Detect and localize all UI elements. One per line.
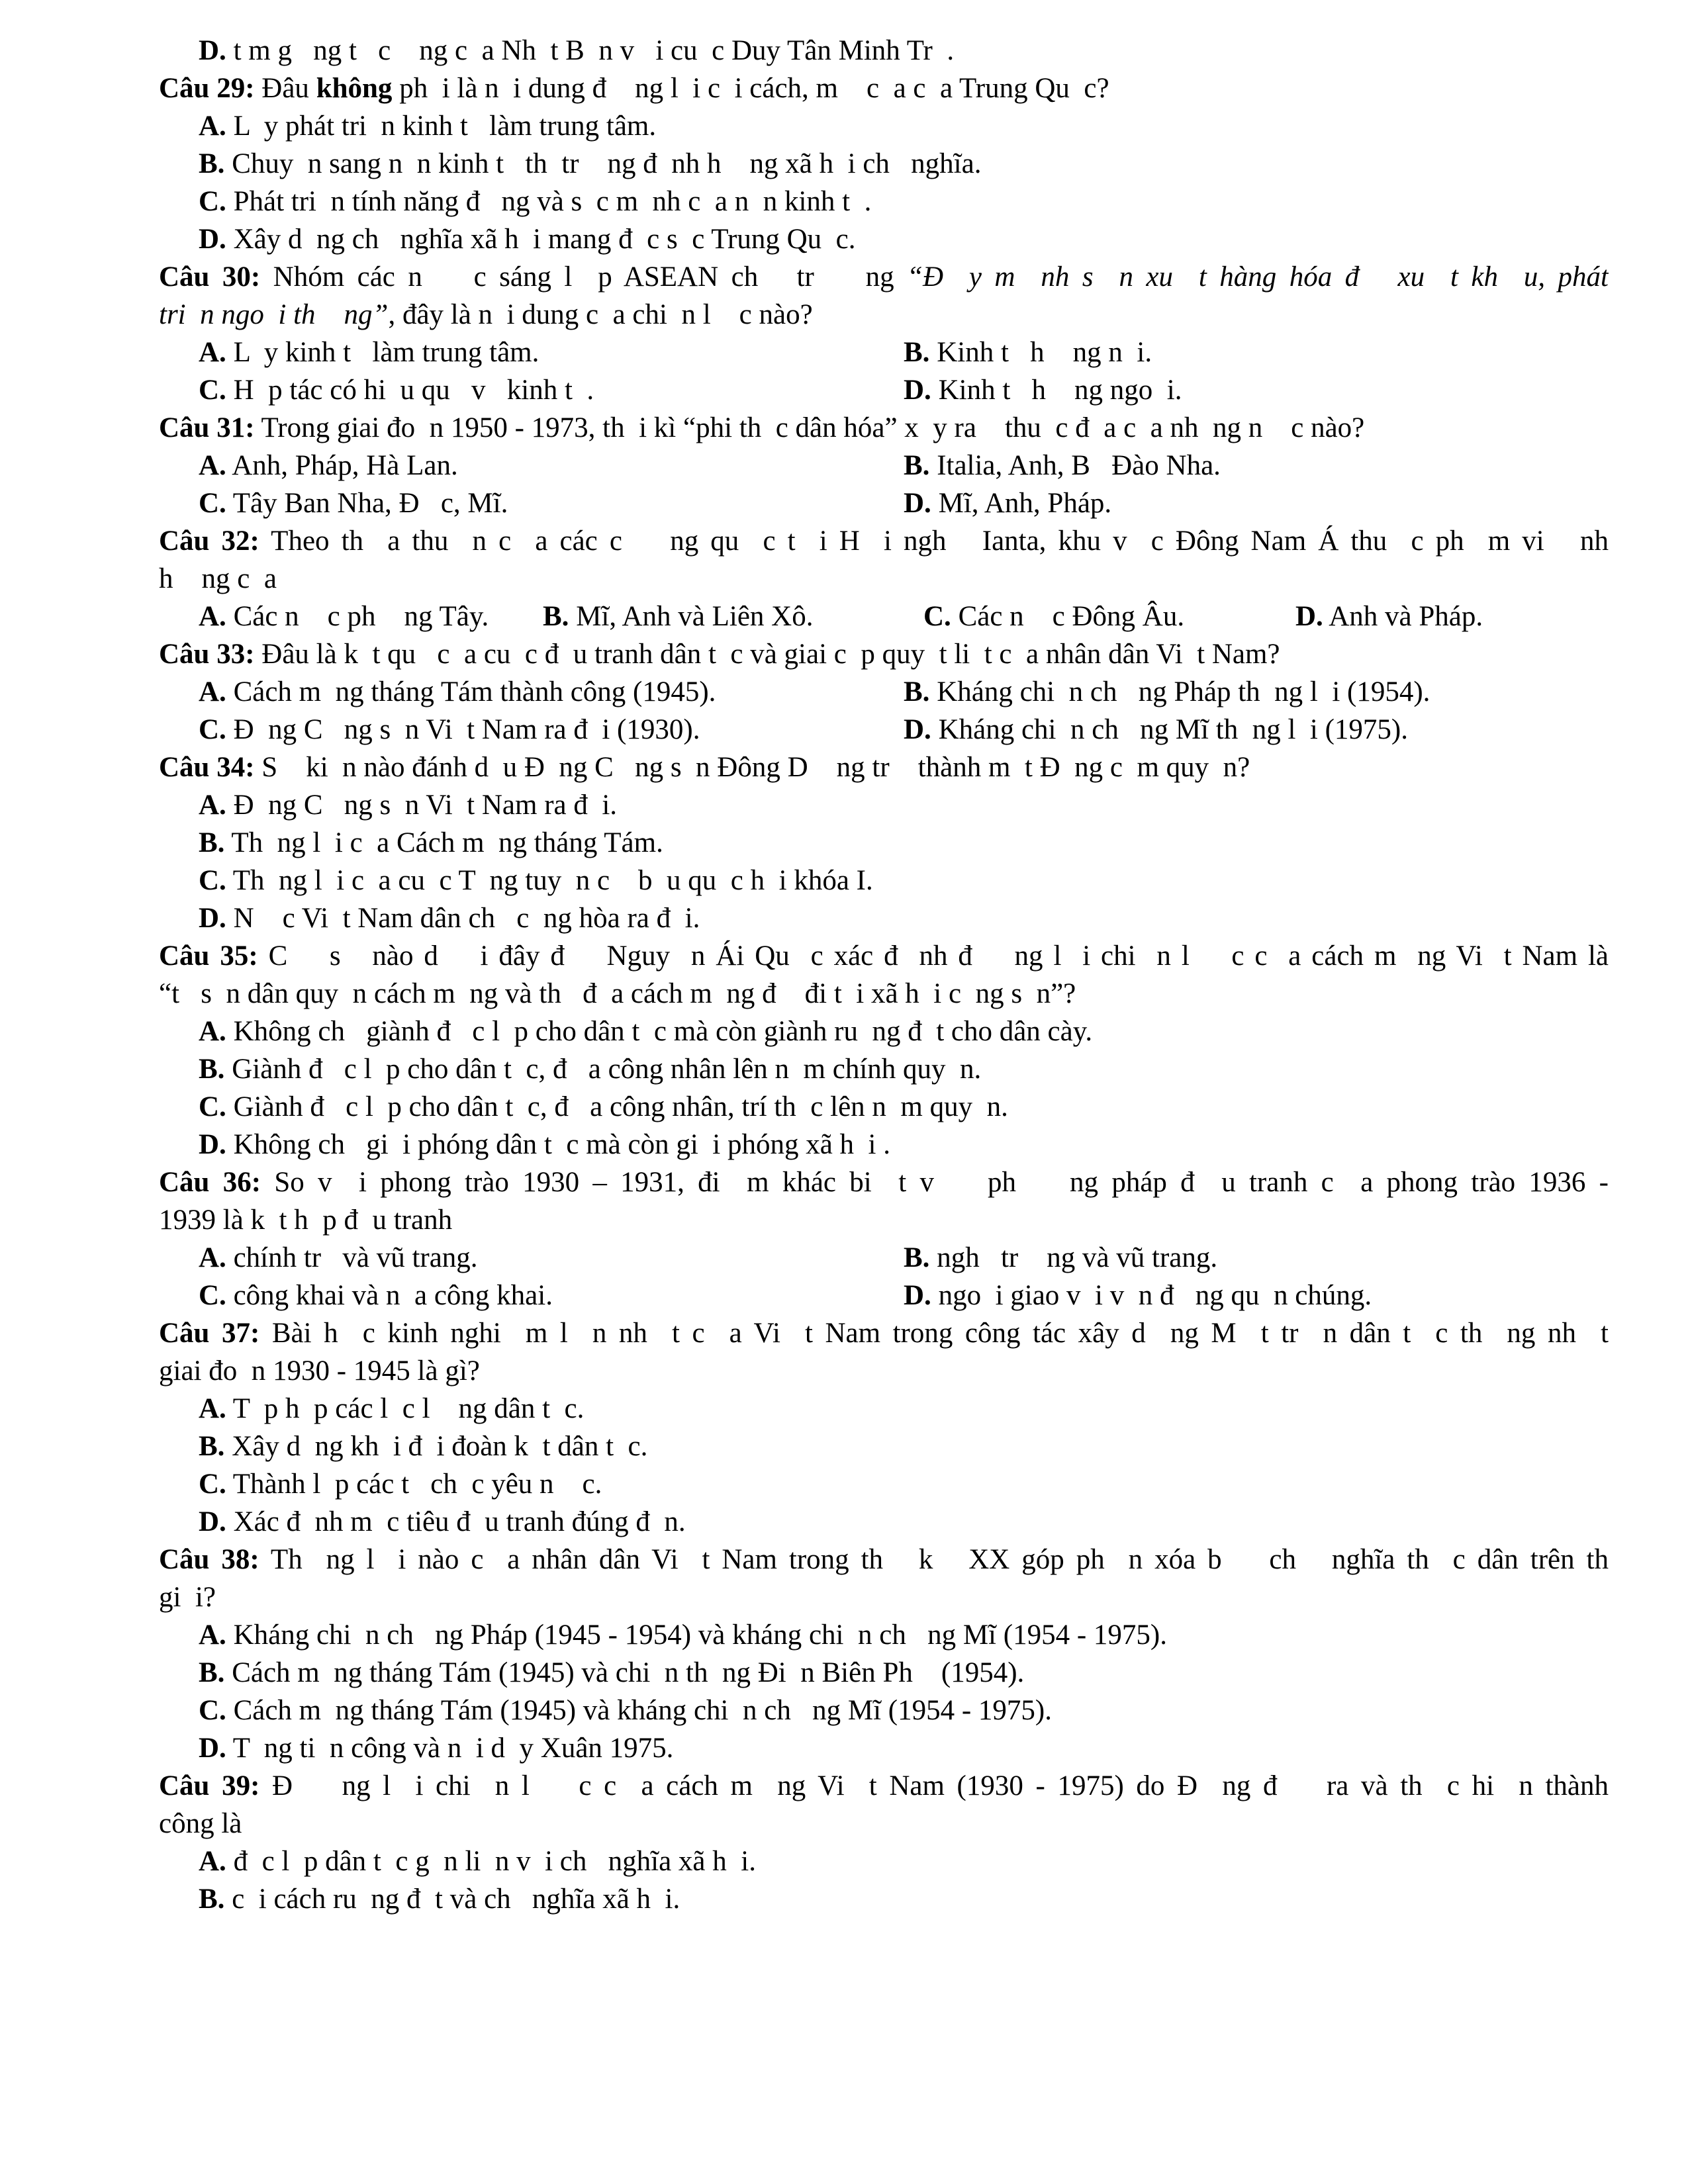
question-number: Câu 29: bbox=[159, 73, 255, 104]
option-text: Mĩ, Anh và Liên Xô. bbox=[569, 601, 814, 632]
option-label: A. bbox=[199, 1846, 226, 1877]
q38-option-b bbox=[159, 1654, 1609, 1692]
question-number: Câu 34: bbox=[159, 752, 255, 783]
option-label: D. bbox=[199, 1506, 226, 1537]
option-text: Anh, Pháp, Hà Lan. bbox=[226, 450, 458, 481]
q30-option-d bbox=[904, 371, 1609, 409]
question-number: Câu 39: bbox=[159, 1770, 260, 1801]
option-label: D. bbox=[904, 375, 931, 406]
q32-option-b bbox=[543, 598, 923, 635]
option-label: D. bbox=[904, 488, 931, 519]
option-text: công khai và n a công khai. bbox=[226, 1280, 553, 1311]
stem-text: Đâu bbox=[254, 73, 316, 104]
option-label: A. bbox=[199, 111, 226, 142]
option-text: Không ch gi i phóng dân t c mà còn gi i phóng xã h i . bbox=[226, 1129, 891, 1160]
stem-text: Nhóm các n c sáng l p ASEAN ch tr ng bbox=[260, 261, 908, 293]
stem-quote: tri n ngo i th ng” bbox=[159, 299, 389, 330]
option-label: A. bbox=[199, 676, 226, 707]
q33-option-c bbox=[199, 711, 904, 749]
option-text: Các n c Đông Âu. bbox=[951, 601, 1185, 632]
q31-options-row1 bbox=[159, 447, 1609, 484]
option-text: Không ch giành đ c l p cho dân t c mà còn giành ru ng đ t cho dân cày. bbox=[226, 1016, 1093, 1047]
option-text: Tây Ban Nha, Đ c, Mĩ. bbox=[226, 488, 508, 519]
q33-stem bbox=[159, 635, 1609, 673]
option-label: B. bbox=[199, 1431, 225, 1462]
option-text: Th ng l i c a cu c T ng tuy n c b u qu c h i khóa I. bbox=[226, 865, 873, 896]
option-label: B. bbox=[199, 1657, 225, 1688]
option-text: L y phát tri n kinh t làm trung tâm. bbox=[226, 111, 657, 142]
option-label: D. bbox=[199, 1733, 226, 1764]
question-number: Câu 30: bbox=[159, 261, 261, 293]
stem-text: C s nào d i đây đ Nguy n Ái Qu c xác đ nh đ ng l i chi n l c c a cách m ng Vi t Nam là bbox=[258, 940, 1609, 972]
option-text: Đ ng C ng s n Vi t Nam ra đ i (1930). bbox=[226, 714, 700, 745]
option-text: Kháng chi n ch ng Pháp th ng l i (1954). bbox=[929, 676, 1430, 707]
stem-text: So v i phong trào 1930 – 1931, đi m khác bi t v ph ng pháp đ u tranh c a phong trào 1936 - bbox=[261, 1167, 1609, 1198]
q34-option-b bbox=[159, 824, 1609, 862]
option-label: B. bbox=[199, 1884, 225, 1915]
option-label: A. bbox=[199, 790, 226, 821]
option-label: D. bbox=[199, 1129, 226, 1160]
q36-option-d bbox=[904, 1277, 1609, 1314]
option-text: ngh tr ng và vũ trang. bbox=[929, 1242, 1218, 1273]
q32-option-a bbox=[199, 598, 543, 635]
stem-text: Th ng l i nào c a nhân dân Vi t Nam trong th k XX góp ph n xóa b ch nghĩa th c dân trên th bbox=[259, 1544, 1609, 1575]
stem-text: giai đo n 1930 - 1945 là gì? bbox=[159, 1355, 480, 1387]
option-text: Kinh t h ng n i. bbox=[929, 337, 1152, 368]
q28-option-d bbox=[159, 32, 1609, 69]
q31-option-b bbox=[904, 447, 1609, 484]
question-number: Câu 36: bbox=[159, 1167, 261, 1198]
option-text: T ng ti n công và n i d y Xuân 1975. bbox=[226, 1733, 674, 1764]
q38-stem-line2 bbox=[159, 1578, 1609, 1616]
q32-stem-line1 bbox=[159, 522, 1609, 560]
option-label: C. bbox=[199, 488, 226, 519]
option-label: A. bbox=[199, 450, 226, 481]
option-text: Cách m ng tháng Tám thành công (1945). bbox=[226, 676, 716, 707]
question-number: Câu 31: bbox=[159, 412, 255, 443]
q30-options-row1 bbox=[159, 334, 1609, 371]
option-text: Đ ng C ng s n Vi t Nam ra đ i. bbox=[226, 790, 618, 821]
q33-option-a bbox=[199, 673, 904, 711]
q38-option-a bbox=[159, 1616, 1609, 1654]
q35-stem-line2 bbox=[159, 975, 1609, 1013]
option-text: H p tác có hi u qu v kinh t . bbox=[226, 375, 594, 406]
q32-options-row bbox=[159, 598, 1609, 635]
q30-option-b bbox=[904, 334, 1609, 371]
stem-text: 1939 là k t h p đ u tranh bbox=[159, 1205, 453, 1236]
q33-options-row2 bbox=[159, 711, 1609, 749]
q37-stem-line1 bbox=[159, 1314, 1609, 1352]
q32-option-c bbox=[923, 598, 1295, 635]
stem-emphasis: không bbox=[316, 73, 393, 104]
option-label: D. bbox=[1295, 601, 1323, 632]
q36-options-row2 bbox=[159, 1277, 1609, 1314]
q35-option-c bbox=[159, 1088, 1609, 1126]
option-label: B. bbox=[904, 1242, 930, 1273]
option-label: C. bbox=[199, 375, 226, 406]
q36-options-row1 bbox=[159, 1239, 1609, 1277]
q34-option-c bbox=[159, 862, 1609, 899]
option-label: A. bbox=[199, 1393, 226, 1424]
option-label: C. bbox=[199, 1091, 226, 1122]
question-number: Câu 33: bbox=[159, 639, 255, 670]
q30-option-c bbox=[199, 371, 904, 409]
q31-options-row2 bbox=[159, 484, 1609, 522]
option-text: Thành l p các t ch c yêu n c. bbox=[226, 1469, 602, 1500]
q32-option-d bbox=[1295, 598, 1587, 635]
option-text: Cách m ng tháng Tám (1945) và chi n th ng Đi n Biên Ph (1954). bbox=[224, 1657, 1025, 1688]
option-label: A. bbox=[199, 1619, 226, 1651]
q36-option-b bbox=[904, 1239, 1609, 1277]
stem-text: công là bbox=[159, 1808, 242, 1839]
stem-text: Theo th a thu n c a các c ng qu c t i H i ngh Ianta, khu v c Đông Nam Á thu c ph m vi nh bbox=[259, 525, 1609, 557]
option-label: A. bbox=[199, 337, 226, 368]
q33-options-row1 bbox=[159, 673, 1609, 711]
stem-text: Bài h c kinh nghi m l n nh t c a Vi t Nam trong công tác xây d ng M t tr n dân t c th ng nh t bbox=[259, 1318, 1609, 1349]
option-text: Phát tri n tính năng đ ng và s c m nh c a n n kinh t . bbox=[226, 186, 872, 217]
option-label: A. bbox=[199, 601, 226, 632]
q29-stem bbox=[159, 69, 1609, 107]
stem-text: Đâu là k t qu c a cu c đ u tranh dân t c và giai c p quy t li t c a nhân dân Vi t Nam? bbox=[254, 639, 1280, 670]
q31-option-a bbox=[199, 447, 904, 484]
option-text: Mĩ, Anh, Pháp. bbox=[931, 488, 1112, 519]
q35-option-b bbox=[159, 1050, 1609, 1088]
option-label: C. bbox=[199, 1280, 226, 1311]
q32-stem-line2 bbox=[159, 560, 1609, 598]
option-text: T p h p các l c l ng dân t c. bbox=[226, 1393, 585, 1424]
option-text: Xây d ng kh i đ i đoàn k t dân t c. bbox=[224, 1431, 648, 1462]
option-label: B. bbox=[904, 337, 930, 368]
option-label: D. bbox=[199, 903, 226, 934]
option-label: C. bbox=[199, 1469, 226, 1500]
option-text: N c Vi t Nam dân ch c ng hòa ra đ i. bbox=[226, 903, 700, 934]
option-text: t m g ng t c ng c a Nh t B n v i cu c Duy Tân Minh Tr . bbox=[226, 35, 955, 66]
option-text: Kháng chi n ch ng Pháp (1945 - 1954) và kháng chi n ch ng Mĩ (1954 - 1975). bbox=[226, 1619, 1167, 1651]
option-text: Anh và Pháp. bbox=[1323, 601, 1483, 632]
stem-text: , đây là n i dung c a chi n l c nào? bbox=[388, 299, 813, 330]
option-label: B. bbox=[543, 601, 569, 632]
q33-option-d bbox=[904, 711, 1609, 749]
exam-page bbox=[159, 32, 1609, 1918]
q29-option-a bbox=[159, 107, 1609, 145]
q34-option-a bbox=[159, 786, 1609, 824]
stem-text: Trong giai đo n 1950 - 1973, th i kì “phi th c dân hóa” x y ra thu c đ a c a nh ng n c nào? bbox=[254, 412, 1365, 443]
q34-option-d bbox=[159, 899, 1609, 937]
option-text: Th ng l i c a Cách m ng tháng Tám. bbox=[224, 827, 663, 858]
stem-text: S ki n nào đánh d u Đ ng C ng s n Đông D ng tr thành m t Đ ng c m quy n? bbox=[254, 752, 1250, 783]
q35-option-a bbox=[159, 1013, 1609, 1050]
option-label: D. bbox=[199, 224, 226, 255]
q29-option-c bbox=[159, 183, 1609, 220]
option-text: Kháng chi n ch ng Mĩ th ng l i (1975). bbox=[931, 714, 1408, 745]
option-text: Chuy n sang n n kinh t th tr ng đ nh h ng xã h i ch nghĩa. bbox=[224, 148, 982, 179]
option-label: A. bbox=[199, 1016, 226, 1047]
option-text: Các n c ph ng Tây. bbox=[226, 601, 489, 632]
option-text: Giành đ c l p cho dân t c, đ a công nhân, trí th c lên n m quy n. bbox=[226, 1091, 1008, 1122]
option-text: Kinh t h ng ngo i. bbox=[931, 375, 1182, 406]
option-label: A. bbox=[199, 1242, 226, 1273]
option-label: C. bbox=[199, 1695, 226, 1726]
q31-option-c bbox=[199, 484, 904, 522]
q37-stem-line2 bbox=[159, 1352, 1609, 1390]
option-text: chính tr và vũ trang. bbox=[226, 1242, 478, 1273]
question-number: Câu 38: bbox=[159, 1544, 259, 1575]
q39-option-a bbox=[159, 1843, 1609, 1880]
stem-text: gi i? bbox=[159, 1582, 216, 1613]
q30-stem-line1 bbox=[159, 258, 1609, 296]
option-text: Xác đ nh m c tiêu đ u tranh đúng đ n. bbox=[226, 1506, 686, 1537]
option-label: C. bbox=[923, 601, 951, 632]
q29-option-d bbox=[159, 220, 1609, 258]
question-number: Câu 37: bbox=[159, 1318, 260, 1349]
option-label: B. bbox=[904, 450, 930, 481]
q36-option-c bbox=[199, 1277, 904, 1314]
option-text: c i cách ru ng đ t và ch nghĩa xã h i. bbox=[224, 1884, 680, 1915]
option-text: Giành đ c l p cho dân t c, đ a công nhân lên n m chính quy n. bbox=[224, 1054, 982, 1085]
q36-stem-line1 bbox=[159, 1163, 1609, 1201]
option-label: D. bbox=[199, 35, 226, 66]
q37-option-a bbox=[159, 1390, 1609, 1428]
q39-option-b bbox=[159, 1880, 1609, 1918]
option-label: D. bbox=[904, 714, 931, 745]
option-text: L y kinh t làm trung tâm. bbox=[226, 337, 539, 368]
option-label: B. bbox=[199, 827, 225, 858]
q38-stem-line1 bbox=[159, 1541, 1609, 1578]
q36-option-a bbox=[199, 1239, 904, 1277]
option-label: C. bbox=[199, 714, 226, 745]
q37-option-c bbox=[159, 1465, 1609, 1503]
q37-option-b bbox=[159, 1428, 1609, 1465]
q34-stem bbox=[159, 749, 1609, 786]
stem-text: ph i là n i dung đ ng l i c i cách, m c a c a Trung Qu c? bbox=[392, 73, 1109, 104]
stem-quote: “Đ y m nh s n xu t hàng hóa đ xu t kh u, phát bbox=[907, 261, 1609, 293]
stem-text: h ng c a bbox=[159, 563, 277, 594]
q35-stem-line1 bbox=[159, 937, 1609, 975]
q38-option-c bbox=[159, 1692, 1609, 1729]
stem-text: Đ ng l i chi n l c c a cách m ng Vi t Nam (1930 - 1975) do Đ ng đ ra và th c hi n thành bbox=[259, 1770, 1609, 1801]
question-number: Câu 35: bbox=[159, 940, 258, 972]
option-label: B. bbox=[199, 148, 225, 179]
option-text: đ c l p dân t c g n li n v i ch nghĩa xã h i. bbox=[226, 1846, 756, 1877]
q30-option-a bbox=[199, 334, 904, 371]
option-label: D. bbox=[904, 1280, 931, 1311]
option-text: Xây d ng ch nghĩa xã h i mang đ c s c Trung Qu c. bbox=[226, 224, 856, 255]
option-text: ngo i giao v i v n đ ng qu n chúng. bbox=[931, 1280, 1372, 1311]
q31-option-d bbox=[904, 484, 1609, 522]
q39-stem-line2 bbox=[159, 1805, 1609, 1843]
option-text: Cách m ng tháng Tám (1945) và kháng chi n ch ng Mĩ (1954 - 1975). bbox=[226, 1695, 1052, 1726]
option-label: B. bbox=[904, 676, 930, 707]
q31-stem bbox=[159, 409, 1609, 447]
option-label: C. bbox=[199, 865, 226, 896]
option-label: C. bbox=[199, 186, 226, 217]
option-text: Italia, Anh, B Đào Nha. bbox=[929, 450, 1221, 481]
q35-option-d bbox=[159, 1126, 1609, 1163]
q39-stem-line1 bbox=[159, 1767, 1609, 1805]
question-number: Câu 32: bbox=[159, 525, 259, 557]
q36-stem-line2 bbox=[159, 1201, 1609, 1239]
stem-text: “t s n dân quy n cách m ng và th đ a cách m ng đ đi t i xã h i c ng s n”? bbox=[159, 978, 1076, 1009]
q38-option-d bbox=[159, 1729, 1609, 1767]
q37-option-d bbox=[159, 1503, 1609, 1541]
q30-stem-line2 bbox=[159, 296, 1609, 334]
option-label: B. bbox=[199, 1054, 225, 1085]
q29-option-b bbox=[159, 145, 1609, 183]
q33-option-b bbox=[904, 673, 1609, 711]
q30-options-row2 bbox=[159, 371, 1609, 409]
